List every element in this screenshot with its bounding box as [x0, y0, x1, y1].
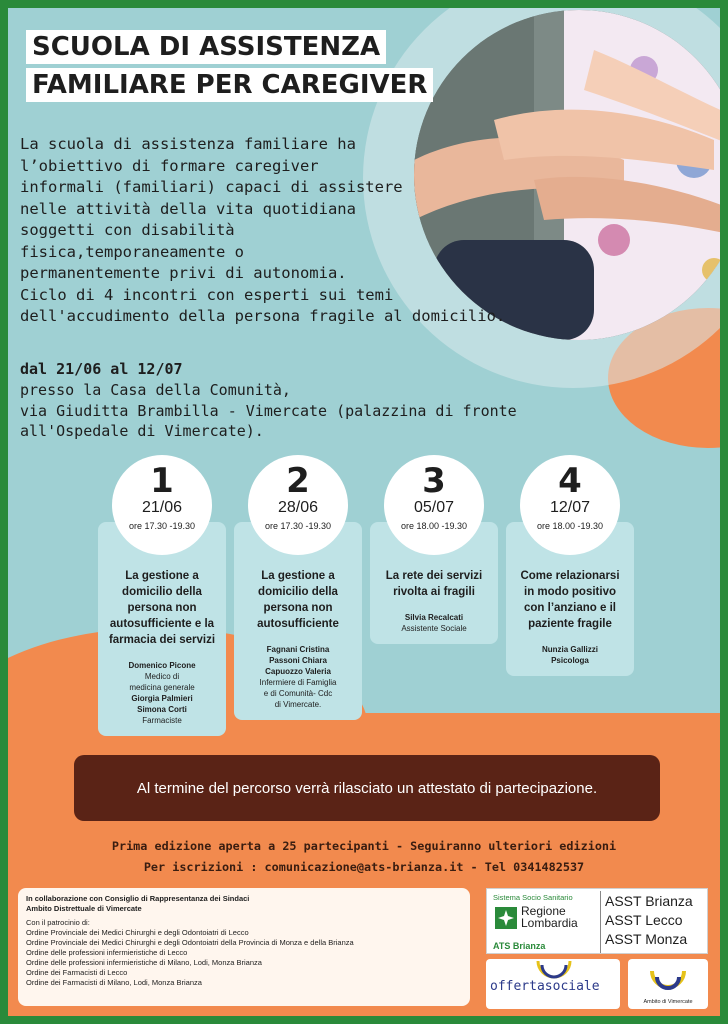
venue-line: all'Ospedale di Vimercate).	[20, 422, 264, 440]
session-number: 2	[286, 461, 310, 501]
asst-label: ASST Lecco	[605, 912, 683, 928]
poster-inner	[8, 8, 720, 1016]
session-badge-4	[520, 455, 620, 555]
sistema-label: Sistema Socio Sanitario	[493, 893, 573, 902]
speaker-line: Fagnani Cristina	[266, 645, 330, 654]
session-time: ore 17.30 -19.30	[264, 521, 332, 531]
session-time: ore 17.30 -19.30	[128, 521, 196, 531]
venue-address	[20, 380, 710, 442]
certificate-banner	[74, 755, 660, 821]
session-number: 4	[558, 461, 582, 501]
venue-line: via Giuditta Brambilla - Vimercate (palazzina di fronte	[20, 401, 517, 420]
page-title	[26, 30, 433, 106]
intro-line: fisica,temporaneamente o	[20, 242, 244, 261]
title-line-1: SCUOLA DI ASSISTENZA	[26, 30, 386, 64]
speaker-line: Infermiere di Famiglia	[259, 678, 337, 687]
speaker-line: Giorgia Palmieri	[131, 694, 193, 703]
session-speakers	[370, 612, 498, 644]
offertasociale-icon	[486, 959, 620, 979]
session-time: ore 18.00 -19.30	[400, 521, 468, 531]
registration-notes	[8, 836, 720, 878]
speaker-line: e di Comunità- Cdc	[263, 689, 333, 698]
asst-label: ASST Brianza	[605, 893, 693, 909]
intro-line: informali (familiari) capaci di assistere	[20, 178, 403, 196]
contact-note[interactable]: Per iscrizioni : comunicazione@ats-brianza.it - Tel 0341482537	[143, 860, 585, 874]
speaker-line: Silvia Recalcati	[404, 613, 464, 622]
session-topic: La gestione a domicilio della persona non autosufficiente e la farmacia dei servizi	[108, 570, 216, 646]
patronage-item: Ordine delle professioni infermieristiche di Lecco	[26, 948, 188, 957]
ambito-logo	[628, 959, 708, 1009]
speaker-line: Medico di	[144, 672, 180, 681]
speaker-line: Simona Corti	[137, 705, 187, 714]
edition-note: Prima edizione aperta a 25 partecipanti - Seguiranno ulteriori edizioni	[111, 839, 617, 853]
intro-line: Ciclo di 4 incontri con esperti sui temi	[20, 285, 394, 304]
session-badge-2	[248, 455, 348, 555]
session-speakers	[98, 660, 226, 736]
intro-paragraph	[20, 134, 510, 328]
session-number: 1	[150, 461, 174, 501]
regione-label	[521, 905, 578, 929]
ambito-text: Ambito di Vimercate	[643, 999, 693, 1005]
regione-line: Lombardia	[521, 916, 578, 930]
speaker-line: Domenico Picone	[128, 661, 196, 670]
ambito-icon	[628, 959, 708, 999]
logo-divider	[600, 891, 601, 953]
regione-lombardia-icon	[495, 907, 517, 929]
patronage-item: Ordine delle professioni infermieristiche di Milano, Lodi, Monza Brianza	[26, 958, 262, 967]
date-range: dal 21/06 al 12/07	[20, 360, 183, 378]
intro-line: dell'accudimento della persona fragile al domicilio.	[20, 307, 506, 325]
collaboration-box	[18, 888, 470, 1006]
offertasociale-logo	[486, 959, 620, 1009]
patronage-item: Ordine Provinciale dei Medici Chirurghi e degli Odontoiatri di Lecco	[26, 928, 249, 937]
offertasociale-text: offertasociale	[490, 979, 600, 994]
session-badge-1	[112, 455, 212, 555]
speaker-line: Nunzia Gallizzi	[541, 645, 598, 654]
session-topic: La rete dei servizi rivolta ai fragili	[385, 570, 483, 598]
session-topic: Come relazionarsi in modo positivo con l’anziano e il paziente fragile	[520, 570, 620, 630]
collab-head: In collaborazione con Consiglio di Rappresentanza dei Sindaci	[26, 894, 250, 903]
speaker-line: Capuozzo Valeria	[265, 667, 331, 676]
speaker-line: medicina generale	[129, 683, 195, 692]
intro-line: permanentemente privi di autonomia.	[20, 264, 347, 282]
session-date: 12/07	[549, 499, 591, 516]
speaker-line: di Vimercate.	[274, 700, 322, 709]
institution-logos	[486, 888, 708, 954]
session-date: 05/07	[413, 499, 455, 516]
session-date: 21/06	[141, 499, 183, 516]
ats-label: ATS Brianza	[493, 941, 546, 951]
regione-line: Regione	[521, 904, 566, 918]
speaker-line: Passoni Chiara	[269, 656, 327, 665]
intro-line: l’obiettivo di formare caregiver	[20, 156, 319, 175]
speaker-line: Psicologa	[551, 656, 589, 665]
speaker-line: Farmaciste	[142, 716, 182, 725]
collab-head: Ambito Distrettuale di Vimercate	[26, 904, 142, 913]
banner-text: Al termine del percorso verrà rilasciato un attestato di partecipazione.	[136, 779, 598, 797]
patronage-item: Ordine dei Farmacisti di Milano, Lodi, Monza Brianza	[26, 978, 202, 987]
asst-label: ASST Monza	[605, 931, 688, 947]
intro-line: La scuola di assistenza familiare ha	[20, 135, 356, 153]
intro-line: nelle attività della vita quotidiana	[20, 199, 356, 218]
patronage-label: Con il patrocinio di:	[26, 918, 90, 927]
session-topic: La gestione a domicilio della persona non autosufficiente	[257, 570, 339, 630]
session-badge-3	[384, 455, 484, 555]
patronage-item: Ordine dei Farmacisti di Lecco	[26, 968, 128, 977]
session-time: ore 18.00 -19.30	[536, 521, 604, 531]
speaker-line: Assistente Sociale	[401, 624, 467, 633]
session-number: 3	[422, 461, 446, 501]
session-date: 28/06	[277, 499, 319, 516]
venue-line: presso la Casa della Comunità,	[20, 381, 291, 399]
session-speakers	[506, 644, 634, 676]
patronage-item: Ordine Provinciale dei Medici Chirurghi e degli Odontoiatri della Provincia di Monza e della Brianza	[26, 938, 354, 947]
intro-line: soggetti con disabilità	[20, 221, 235, 239]
session-speakers	[234, 644, 362, 720]
title-line-2: FAMILIARE PER CAREGIVER	[26, 68, 433, 102]
